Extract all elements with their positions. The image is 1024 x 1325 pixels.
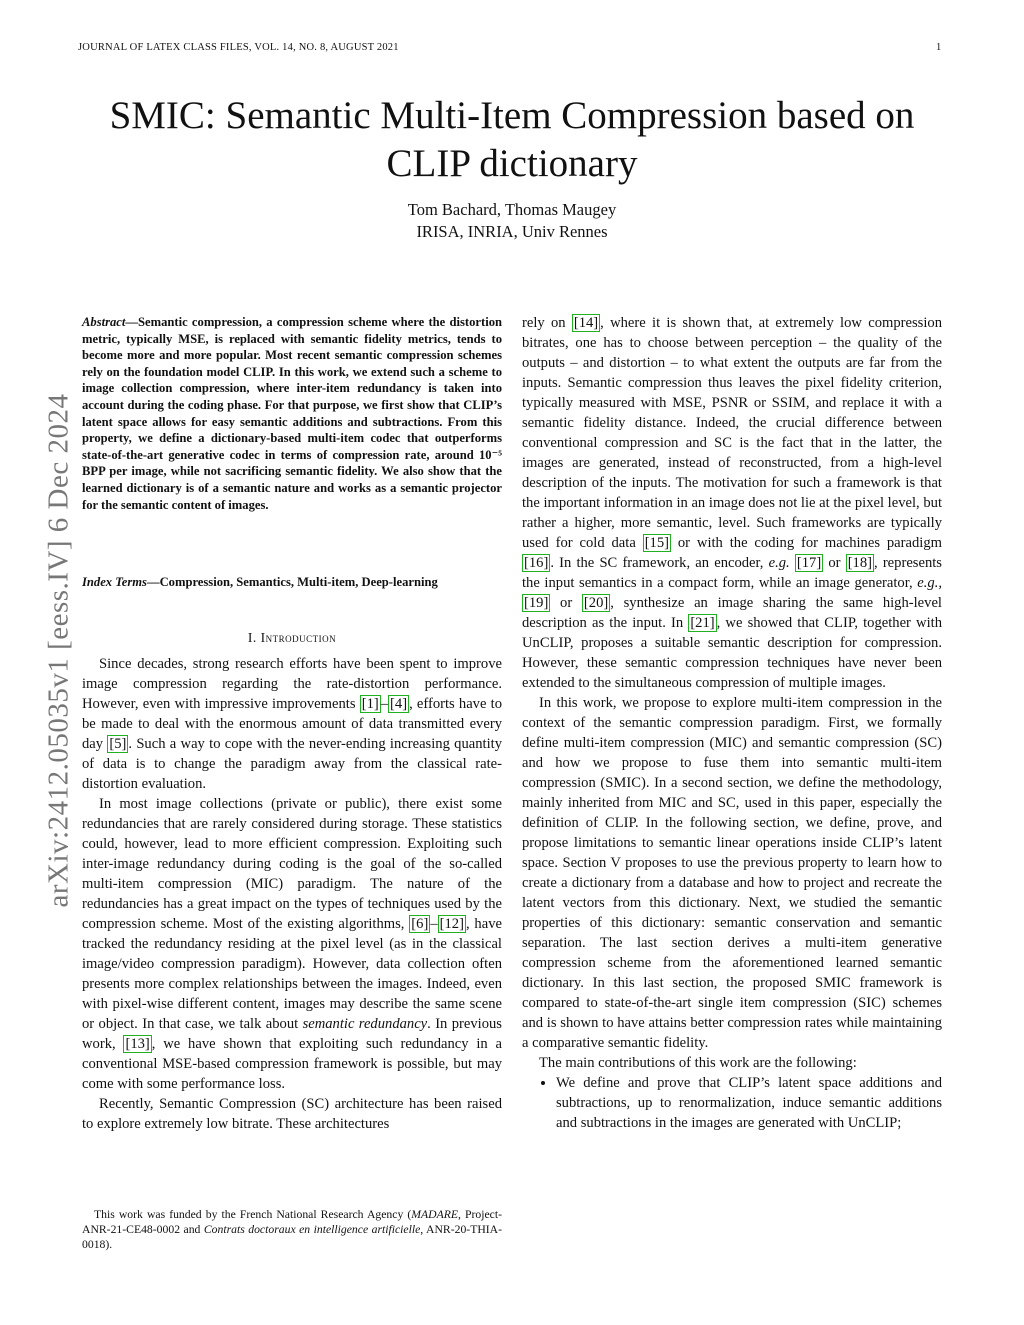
title-line-1: SMIC: Semantic Multi-Item Compression based on [109, 94, 915, 137]
citation-link[interactable]: [5] [109, 736, 127, 752]
citation-link[interactable]: [12] [439, 916, 464, 932]
contributions-list [522, 1073, 942, 1133]
abstract [82, 314, 502, 513]
citation-link[interactable]: [18] [847, 555, 873, 571]
arxiv-stamp-text: arXiv:2412.05035v1 [eess.IV] 6 Dec 2024 [42, 392, 75, 908]
section-heading-introduction [82, 630, 502, 646]
citation-link[interactable]: [20] [583, 595, 609, 611]
citation-link[interactable]: [21] [690, 615, 715, 631]
intro-paragraph-1: Since decades, strong research efforts have been spent to improve image compression regarding the rate-distortion performance. However, even with impressive improvements [1] – [4] , efforts have to be made to deal with the enormous amount of data transmitted every day [5] . Such a way to cope with the never-ending increasing quantity of data is to change the paradigm away from the classical rate-distortion evaluation. [82, 656, 502, 792]
title-line-2: CLIP dictionary [386, 142, 638, 185]
intro-paragraph-3: Recently, Semantic Compression (SC) architecture has been raised to explore extremely low bitrate. These architectures [82, 1096, 502, 1132]
intro-paragraph-5: The main contributions of this work are the following: [539, 1055, 857, 1071]
citation-link[interactable]: [15] [644, 535, 670, 551]
funding-footnote: This work was funded by the French National Research Agency (MADARE, Project-ANR-21-CE48-0002 and Contrats doctoraux en intelligence artificielle, ANR-20-THIA-0018). [82, 1208, 502, 1251]
intro-paragraph-3-continued: rely on [14] , where it is shown that, at extremely low compression bitrates, one has to choose between perception – the quality of the outputs – and distortion – to what extent the outputs are far from the inputs. Semantic compression thus leaves the pixel fidelity criterion, typically measured with MSE, PSNR or SSIM, and replace it with a semantic fidelity distance. Indeed, the crucial difference between conventional compression and SC is the fact that in the latter, the images are generated, instead of reconstructed, from a high-level description of the inputs. The motivation for such a framework is that the important information in an image does not lie at the pixel level, but rather a higher, more semantic, level. Such frameworks are typically used for cold data [15] or with the coding for machines paradigm [16] . In the SC framework, an encoder, e.g. [17] or [18] , represents the input semantics in a compact form, while an image generator, e.g., [19] or [20] , synthesize an image sharing the same high-level description as the input. In [21] , we showed that CLIP, together with UnCLIP, proposes a suitable semantic description for compression. However, these semantic compression techniques have never been extended to the simultaneous compression of multiple images. [522, 315, 942, 691]
citation-link[interactable]: [17] [796, 555, 822, 571]
paper-title [60, 92, 964, 188]
citation-link[interactable]: [6] [411, 916, 429, 932]
citation-link[interactable]: [19] [524, 595, 549, 611]
citation-link[interactable]: [14] [573, 315, 599, 331]
section-title: Introduction [260, 630, 337, 645]
citation-link[interactable]: [13] [125, 1036, 150, 1052]
citation-link[interactable]: [16] [524, 555, 549, 571]
intro-paragraph-4: In this work, we propose to explore multi-item compression in the context of the semantic compression paradigm. First, we formally define multi-item compression (MIC) and semantic compression (SC) and how we propose to fuse them into semantic multi-item compression (SMIC). In a second section, we define the methodology, mainly inherited from MIC and SC, used in this paper, especially the definition of CLIP. In the following section, we define, prove, and propose limitations to semantic linear operations inside CLIP’s latent space. Section V proposes to use the previous property to learn how to create a dictionary from a database and how to project and recreate the latent vectors from this dictionary. Next, we studied the semantic properties of this dictionary: semantic conservation and semantic separation. The last section derives a multi-item generative compression scheme from the aforementioned learned semantic dictionary. In this last section, the proposed SMIC framework is compared to state-of-the-art single item compression (SIC) schemes and is shown to have attains better compression rates while maintaining a comparative semantic fidelity. [522, 695, 942, 1051]
left-column-body [82, 654, 502, 1134]
emphasis: semantic redundancy [302, 1016, 428, 1032]
citation-link[interactable]: [4] [390, 696, 408, 712]
index-terms-label: Index Terms [82, 575, 147, 589]
abstract-text: —Semantic compression, a compression scheme where the distortion metric, typically MSE, is replaced with semantic fidelity metrics, tends to become more and more popular. Most recent semantic compression schemes rely on the foundation model CLIP. In this work, we extend such a scheme to image collection compression, where inter-item redundancy is taken into account during the coding phase. For that purpose, we first show that CLIP’s latent space allows for easy semantic additions and subtractions. From this property, we define a dictionary-based multi-item codec that outperforms state-of-the-art generative codec in terms of compression rate, around 10⁻⁵ BPP per image, while not sacrificing semantic fidelity. We also show that the learned dictionary is of a semantic nature and works as a semantic projector for the semantic content of images. [82, 315, 502, 512]
index-terms [82, 574, 502, 591]
index-terms-text: —Compression, Semantics, Multi-item, Deep-learning [146, 575, 438, 589]
abstract-label: Abstract [82, 315, 126, 329]
right-column-body [522, 313, 942, 1133]
author-affiliation: IRISA, INRIA, Univ Rennes [416, 222, 608, 241]
citation-link[interactable]: [1] [361, 696, 379, 712]
author-names: Tom Bachard, Thomas Maugey [407, 200, 617, 219]
running-header: JOURNAL OF LATEX CLASS FILES, VOL. 14, NO. 8, AUGUST 2021 [78, 42, 399, 53]
list-item: • We define and prove that CLIP’s latent space additions and subtractions, up to renormalization, induce semantic additions and subtractions in the images are generated with UnCLIP; [556, 1073, 942, 1133]
author-block [60, 199, 964, 243]
intro-paragraph-2: In most image collections (private or public), there exist some redundancies that are rarely considered during storage. These statistics could, however, lead to more efficient compression. Exploiting such inter-image redundancy during coding is the goal of the so-called multi-item compression (MIC) paradigm. The nature of the redundancies has a great impact on the types of techniques used by the compression scheme. Most of the existing algorithms, [6] – [12] , have tracked the redundancy residing at the pixel level (as in the classical image/video compression paradigm). However, data collection often presents more complex relationships between the images. Indeed, even with pixel-wise different content, images may describe the same scene or object. In that case, we talk about semantic redundancy. In previous work, [13] , we have shown that exploiting such redundancy in a conventional MSE-based compression framework is possible, but may come with some performance loss. [82, 796, 503, 1092]
section-number: I. [247, 630, 257, 645]
page-number: 1 [936, 42, 942, 53]
